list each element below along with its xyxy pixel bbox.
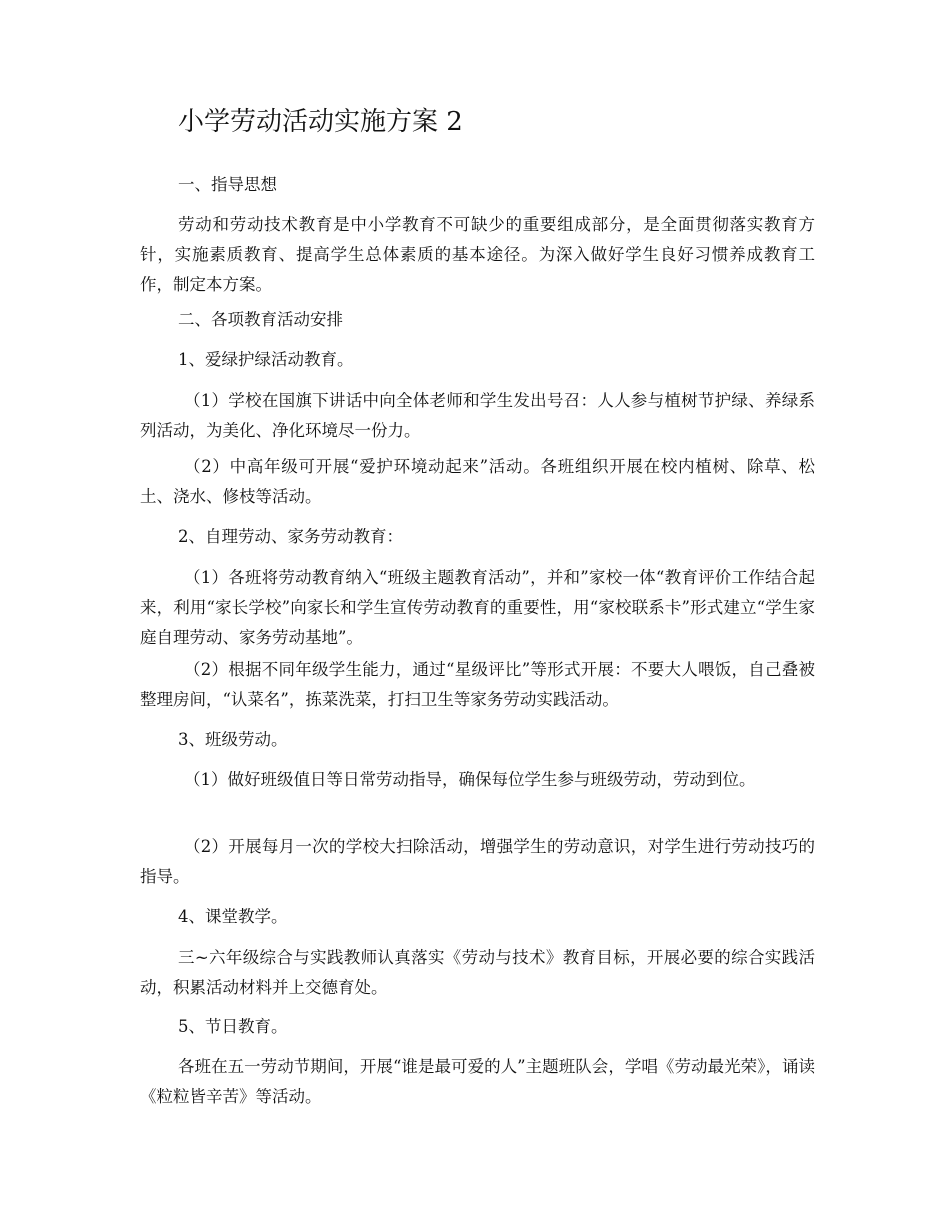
section-heading-activities: 二、各项教育活动安排 <box>178 310 343 329</box>
subsection-heading-housework: 2、自理劳动、家务劳动教育： <box>178 527 403 546</box>
subsection-heading-class-labor: 3、班级劳动。 <box>178 730 288 749</box>
paragraph-classroom: 三~六年级综合与实践教师认真落实《劳动与技术》教育目标，开展必要的综合实践活动，积累活动材料并上交德育处。 <box>140 948 815 997</box>
paragraph-guiding-ideology: 劳动和劳动技术教育是中小学教育不可缺少的重要组成部分，是全面贯彻落实教育方针，实施素质教育、提高学生总体素质的基本途径。为深入做好学生良好习惯养成教育工作，制定本方案。 <box>140 215 815 294</box>
paragraph-housework-2: （2）根据不同年级学生能力，通过“星级评比”等形式开展：不要大人喂饭，自己叠被整理房间，“认菜名”，拣菜洗菜，打扫卫生等家务劳动实践活动。 <box>140 660 815 709</box>
subsection-heading-green: 1、爱绿护绿活动教育。 <box>178 350 354 369</box>
subsection-heading-classroom: 4、课堂教学。 <box>178 907 288 926</box>
paragraph-housework-1: （1）各班将劳动教育纳入“班级主题教育活动”，并和”家校一体“教育评价工作结合起来，利用“家长学校”向家长和学生宣传劳动教育的重要性，用“家校联系卡”形式建立“学生家庭自理劳动、家务劳动基地”。 <box>140 568 815 647</box>
document-title: 小学劳动活动实施方案 2 <box>178 107 463 137</box>
subsection-heading-festival: 5、节日教育。 <box>178 1017 288 1036</box>
paragraph-class-labor-2: （2）开展每月一次的学校大扫除活动，增强学生的劳动意识，对学生进行劳动技巧的指导。 <box>140 837 815 886</box>
section-heading-guiding-ideology: 一、指导思想 <box>178 175 277 194</box>
paragraph-green-1: （1）学校在国旗下讲话中向全体老师和学生发出号召：人人参与植树节护绿、养绿系列活动，为美化、净化环境尽一份力。 <box>140 391 815 440</box>
paragraph-green-2: （2）中高年级可开展“爱护环境动起来”活动。各班组织开展在校内植树、除草、松土、浇水、修枝等活动。 <box>140 457 815 506</box>
paragraph-festival: 各班在五一劳动节期间，开展“谁是最可爱的人”主题班队会，学唱《劳动最光荣》，诵读《粒粒皆辛苦》等活动。 <box>140 1057 815 1106</box>
paragraph-class-labor-1: （1）做好班级值日等日常劳动指导，确保每位学生参与班级劳动，劳动到位。 <box>184 770 756 789</box>
